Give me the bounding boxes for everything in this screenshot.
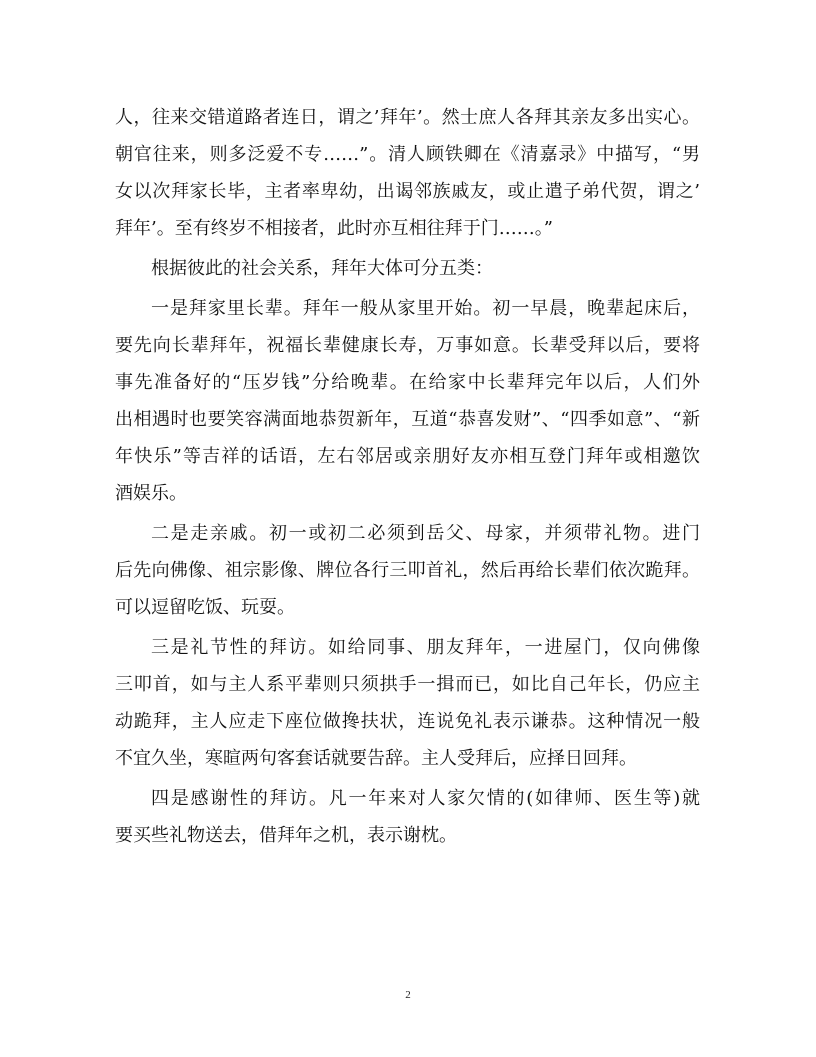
- text-line: 要先向长辈拜年，祝福长辈健康长寿，万事如意。长辈受拜以后，要将: [115, 335, 700, 356]
- paragraph-first-line: 根据彼此的社会关系，拜年大体可分五类：: [151, 258, 493, 279]
- paragraph-first-line: 三是礼节性的拜访。如给同事、朋友拜年，一进屋门，仅向佛像: [151, 637, 700, 658]
- text-line: 不宜久坐，寒暄两句客套话就要告辞。主人受拜后，应择日回拜。: [115, 748, 637, 769]
- text-line: 朝官往来，则多泛爱不专……”。清人顾铁卿在《清嘉录》中描写，“男: [115, 144, 700, 165]
- text-line: 出相遇时也要笑容满面地恭贺新年，互道“恭喜发财”、“四季如意”、“新: [115, 409, 700, 430]
- paragraph-first-line: 一是拜家里长辈。拜年一般从家里开始。初一早晨，晚辈起床后，: [151, 298, 700, 319]
- text-line: 后先向佛像、祖宗影像、牌位各行三叩首礼，然后再给长辈们依次跪拜。: [115, 560, 700, 581]
- page-number: 2: [405, 989, 411, 1001]
- text-line: 年快乐”等吉祥的话语，左右邻居或亲朋好友亦相互登门拜年或相邀饮: [115, 446, 700, 467]
- text-line: 酒娱乐。: [115, 483, 187, 504]
- paragraph-first-line: 四是感谢性的拜访。凡一年来对人家欠情的(如律师、医生等)就: [151, 788, 700, 809]
- text-line: 可以逗留吃饭、玩耍。: [115, 597, 295, 618]
- paragraph-first-line: 二是走亲戚。初一或初二必须到岳父、母家，并须带礼物。进门: [151, 523, 700, 544]
- text-line: 事先准备好的“压岁钱”分给晚辈。在给家中长辈拜完年以后，人们外: [115, 372, 700, 393]
- body-text: [115, 99, 700, 854]
- text-line: 动跪拜，主人应走下座位做搀扶状，连说免礼表示谦恭。这种情况一般: [115, 711, 700, 732]
- text-line: 三叩首，如与主人系平辈则只须拱手一揖而已，如比自己年长，仍应主: [115, 674, 700, 695]
- text-line: 人，往来交错道路者连日，谓之’拜年’。然士庶人各拜其亲友多出实心。: [115, 107, 700, 128]
- text-line: 拜年’。至有终岁不相接者，此时亦互相往拜于门……。”: [115, 218, 553, 239]
- text-line: 女以次拜家长毕，主者率卑幼，出谒邻族戚友，或止遣子弟代贺，谓之’: [115, 181, 700, 202]
- text-line: 要买些礼物送去，借拜年之机，表示谢枕。: [115, 825, 457, 846]
